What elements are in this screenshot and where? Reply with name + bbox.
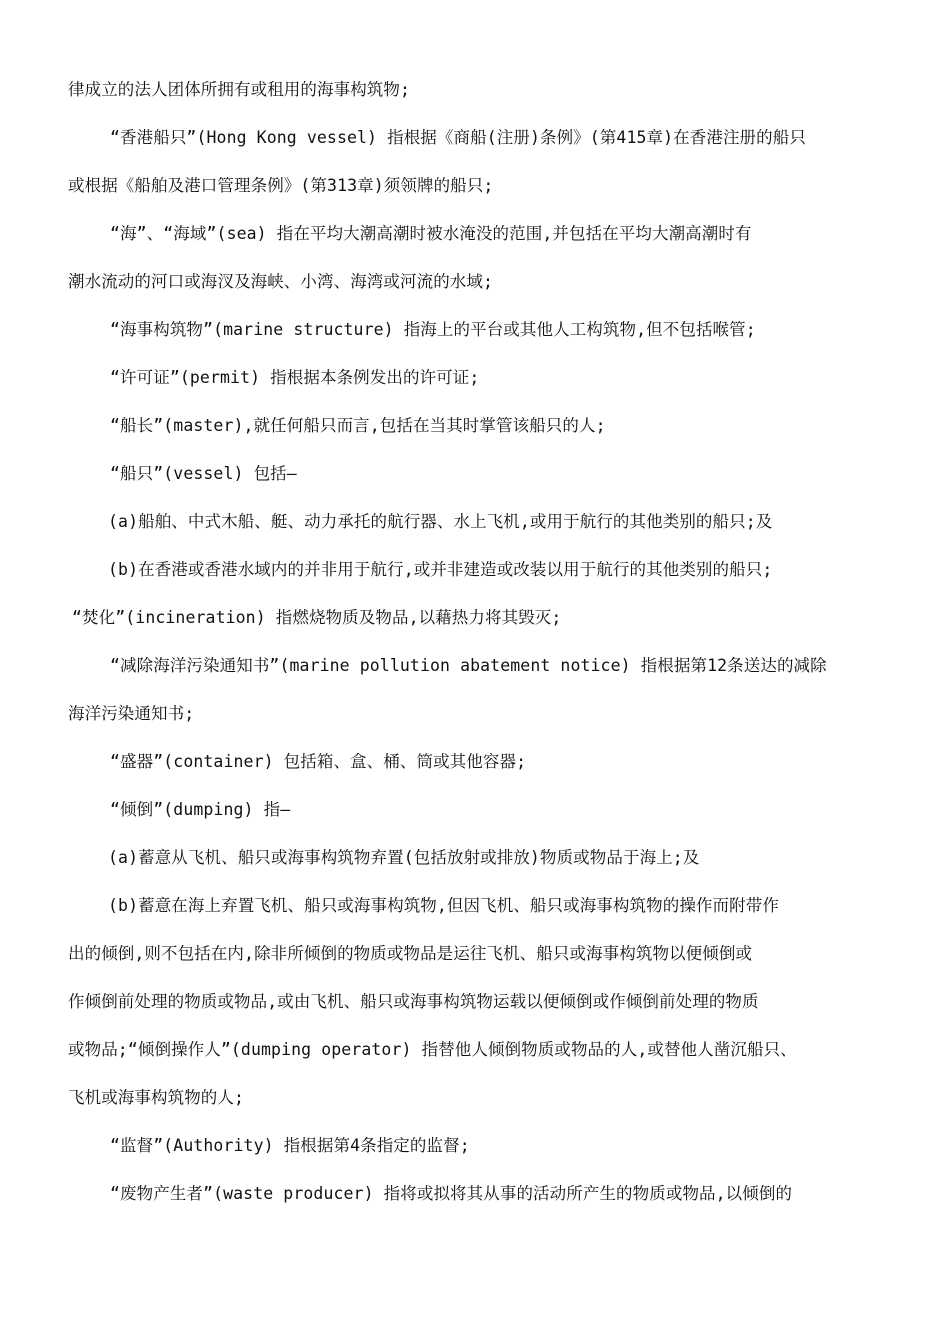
- definition-container: “盛器”(container) 包括箱、盒、桶、筒或其他容器;: [110, 752, 527, 771]
- text-line: 出的倾倒,则不包括在内,除非所倾倒的物质或物品是运往飞机、船只或海事构筑物以便倾倒或: [68, 944, 753, 963]
- list-item-b: (b)蓄意在海上弃置飞机、船只或海事构筑物,但因飞机、船只或海事构筑物的操作而附带作: [108, 896, 779, 915]
- definition-sea: “海”、“海域”(sea) 指在平均大潮高潮时被水淹没的范围,并包括在平均大潮高潮时有: [110, 224, 752, 243]
- definition-incineration: “焚化”(incineration) 指燃烧物质及物品,以藉热力将其毁灭;: [72, 608, 562, 627]
- text-line: 作倾倒前处理的物质或物品,或由飞机、船只或海事构筑物运载以便倾倒或作倾倒前处理的物质: [68, 992, 759, 1011]
- text-line: 潮水流动的河口或海汊及海峡、小湾、海湾或河流的水域;: [68, 272, 494, 291]
- list-item-b: (b)在香港或香港水域内的并非用于航行,或并非建造或改装以用于航行的其他类别的船只;: [108, 560, 773, 579]
- text-line: 或根据《船舶及港口管理条例》(第313章)须领牌的船只;: [68, 176, 494, 195]
- definition-dumping: “倾倒”(dumping) 指—: [110, 800, 291, 819]
- text-line: 飞机或海事构筑物的人;: [68, 1088, 245, 1107]
- list-item-a: (a)蓄意从飞机、船只或海事构筑物弃置(包括放射或排放)物质或物品于海上;及: [108, 848, 700, 867]
- definition-hong-kong-vessel: “香港船只”(Hong Kong vessel) 指根据《商船(注册)条例》(第415章)在香港注册的船只: [110, 128, 806, 147]
- definition-dumping-operator: 或物品;“倾倒操作人”(dumping operator) 指替他人倾倒物质或物品的人,或替他人凿沉船只、: [68, 1040, 797, 1059]
- definition-marine-pollution-abatement-notice: “减除海洋污染通知书”(marine pollution abatement notice) 指根据第12条送达的减除: [110, 656, 827, 675]
- definition-master: “船长”(master),就任何船只而言,包括在当其时掌管该船只的人;: [110, 416, 606, 435]
- text-line: 律成立的法人团体所拥有或租用的海事构筑物;: [68, 80, 411, 99]
- definition-waste-producer: “废物产生者”(waste producer) 指将或拟将其从事的活动所产生的物质或物品,以倾倒的: [110, 1184, 793, 1203]
- definition-marine-structure: “海事构筑物”(marine structure) 指海上的平台或其他人工构筑物,但不包括喉管;: [110, 320, 756, 339]
- list-item-a: (a)船舶、中式木船、艇、动力承托的航行器、水上飞机,或用于航行的其他类别的船只;及: [108, 512, 773, 531]
- text-line: 海洋污染通知书;: [68, 704, 195, 723]
- definition-vessel: “船只”(vessel) 包括—: [110, 464, 297, 483]
- definition-authority: “监督”(Authority) 指根据第4条指定的监督;: [110, 1136, 470, 1155]
- definition-permit: “许可证”(permit) 指根据本条例发出的许可证;: [110, 368, 480, 387]
